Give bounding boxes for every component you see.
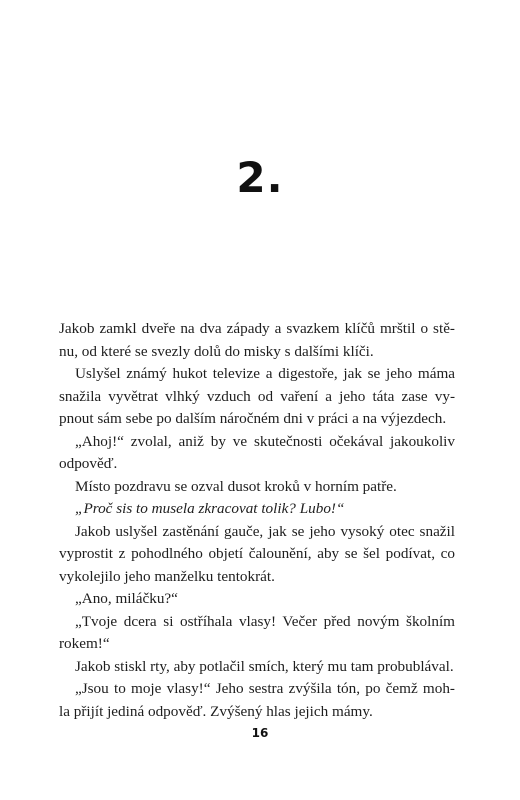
chapter-number: 2. [236, 153, 284, 202]
text-line: snažila vyvětrat vlhký vzduch od vaření a jeho táta zase vy- [59, 387, 455, 405]
text-line: „Ano, miláčku?“ [75, 590, 178, 607]
text-line: „Tvoje dcera si ostříhala vlasy! Večer před novým školním [75, 612, 455, 630]
text-line: „Ahoj!“ zvolal, aniž by ve skutečnosti očekával jakoukoliv [75, 432, 455, 450]
text-line: Jakob zamkl dveře na dva západy a svazkem klíčů mrštil o stě- [59, 320, 455, 337]
text-line: Jakob uslyšel zastěnání gauče, jak se jeho vysoký otec snažil [75, 522, 455, 540]
text-line: Jakob stiskl rty, aby potlačil smích, který mu tam probublával. [75, 657, 454, 675]
page-number: 16 [251, 726, 269, 740]
text-line: la přijít jediná odpověď. Zvýšený hlas jejich mámy. [59, 702, 373, 720]
text-line: pnout sám sebe po dalším náročném dni v práci a na výjezdech. [59, 410, 447, 427]
text-line: vykolejilo jeho manželku tentokrát. [59, 567, 275, 585]
text-line: Uslyšel známý hukot televize a digestoře, jak se jeho máma [75, 365, 455, 382]
text-line: „Jsou to moje vlasy!“ Jeho sestra zvýšila tón, po čemž moh- [75, 680, 455, 697]
text-line: nu, od které se svezly dolů do misky s dalšími klíči. [59, 342, 374, 360]
text-line: odpověď. [59, 455, 118, 472]
text-line: rokem!“ [59, 635, 110, 652]
text-line: Místo pozdravu se ozval dusot kroků v horním patře. [75, 477, 397, 495]
text-line: „Proč sis to musela zkracovat tolik? Lubo!“ [75, 500, 345, 517]
text-line: vyprostit z pohodlného objetí čalounění, aby se šel podívat, co [59, 545, 455, 562]
body-text [59, 318, 455, 723]
